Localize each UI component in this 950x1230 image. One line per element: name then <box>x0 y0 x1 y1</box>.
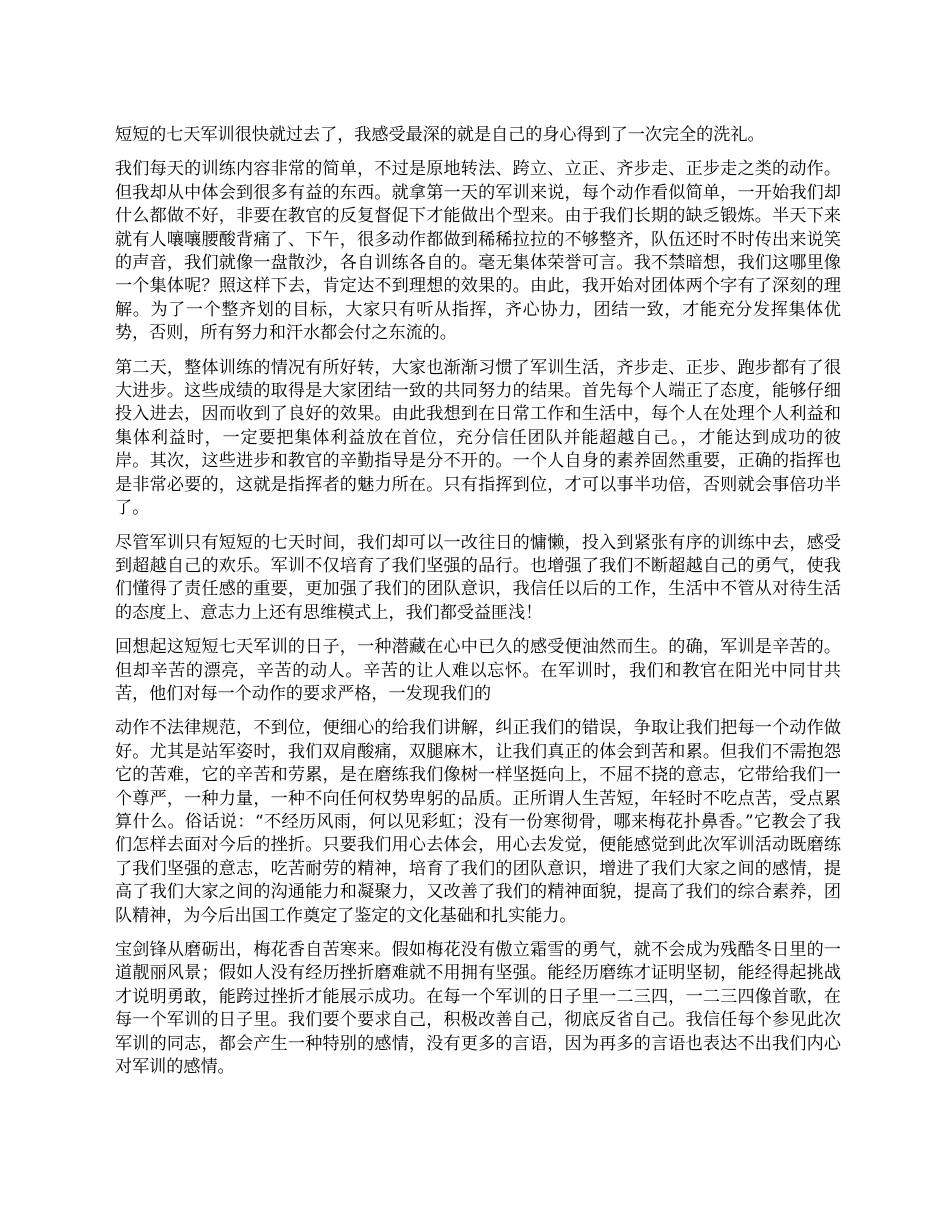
paragraph-2: 我们每天的训练内容非常的简单，不过是原地转法、跨立、立正、齐步走、正步走之类的动作。但我却从中体会到很多有益的东西。就拿第一天的军训来说，每个动作看似简单，一开始我们却什么都做不好，非要在教官的反复督促下才能做出个型来。由于我们长期的缺乏锻炼。半天下来就有人嚷嚷腰酸背痛了、下午，很多动作都做到稀稀拉拉的不够整齐，队伍还时不时传出来说笑的声音，我们就像一盘散沙，各自训练各自的。毫无集体荣誉可言。我不禁暗想，我们这哪里像一个集体呢？照这样下去，肯定达不到理想的效果的。由此，我开始对团体两个字有了深刻的理解。为了一个整齐划的目标，大家只有听从指挥，齐心协力，团结一致，才能充分发挥集体优势，否则，所有努力和汗水都会付之东流的。 <box>115 159 841 344</box>
document-page <box>115 124 841 1090</box>
paragraph-7: 宝剑锋从磨砺出，梅花香自苦寒来。假如梅花没有傲立霜雪的勇气，就不会成为残酷冬日里的一道靓丽风景；假如人没有经历挫折磨难就不用拥有坚强。能经历磨练才证明坚韧，能经得起挑战才说明勇敢，能跨过挫折才能展示成功。在每一个军训的日子里一二三四，一二三四像首歌，在每一个军训的日子里。我们要个要求自己，积极改善自己，彻底反省自己。我信任每个参见此次军训的同志，都会产生一种特别的感情，没有更多的言语，因为再多的言语也表达不出我们内心对军训的感情。 <box>115 940 841 1078</box>
paragraph-4: 尽管军训只有短短的七天时间，我们却可以一改往日的慵懒，投入到紧张有序的训练中去，感受到超越自己的欢乐。军训不仅培育了我们坚强的品行。也增强了我们不断超越自己的勇气，使我们懂得了责任感的重要，更加强了我们的团队意识，我信任以后的工作，生活中不管从对待生活的态度上、意志力上还有思维模式上，我们都受益匪浅！ <box>115 532 841 623</box>
paragraph-6: 动作不法律规范，不到位，便细心的给我们讲解，纠正我们的错误，争取让我们把每一个动作做好。尤其是站军姿时，我们双肩酸痛，双腿麻木，让我们真正的体会到苦和累。但我们不需抱怨它的苦难，它的辛苦和劳累，是在磨练我们像树一样坚挺向上，不屈不挠的意志，它带给我们一个尊严，一种力量，一种不向任何权势卑躬的品质。正所谓人生苦短，年轻时不吃点苦，受点累算什么。俗话说：“不经历风雨，何以见彩虹；没有一份寒彻骨，哪来梅花扑鼻香。”它教会了我们怎样去面对今后的挫折。只要我们用心去体会，用心去发觉，便能感觉到此次军训活动既磨练了我们坚强的意志，吃苦耐劳的精神，培育了我们的团队意识，增进了我们大家之间的感情，提高了我们大家之间的沟通能力和凝聚力，又改善了我们的精神面貌，提高了我们的综合素养，团队精神，为今后出国工作奠定了鉴定的文化基础和扎实能力。 <box>115 718 841 926</box>
paragraph-3: 第二天，整体训练的情况有所好转，大家也渐渐习惯了军训生活，齐步走、正步、跑步都有了很大进步。这些成绩的取得是大家团结一致的共同努力的结果。首先每个人端正了态度，能够仔细投入进去，因而收到了良好的效果。由此我想到在日常工作和生活中，每个人在处理个人利益和集体利益时，一定要把集体利益放在首位，充分信任团队并能超越自己。，才能达到成功的彼岸。其次，这些进步和教官的辛勤指导是分不开的。一个人自身的素养固然重要，正确的指挥也是非常必要的，这就是指挥者的魅力所在。只有指挥到位，才可以事半功倍，否则就会事倍功半了。 <box>115 357 841 519</box>
paragraph-5: 回想起这短短七天军训的日子，一种潜藏在心中已久的感受便油然而生。的确，军训是辛苦的。但却辛苦的漂亮，辛苦的动人。辛苦的让人难以忘怀。在军训时，我们和教官在阳光中同甘共苦，他们对每一个动作的要求严格，一发现我们的 <box>115 637 841 704</box>
paragraph-1: 短短的七天军训很快就过去了，我感受最深的就是自己的身心得到了一次完全的洗礼。 <box>115 125 765 145</box>
